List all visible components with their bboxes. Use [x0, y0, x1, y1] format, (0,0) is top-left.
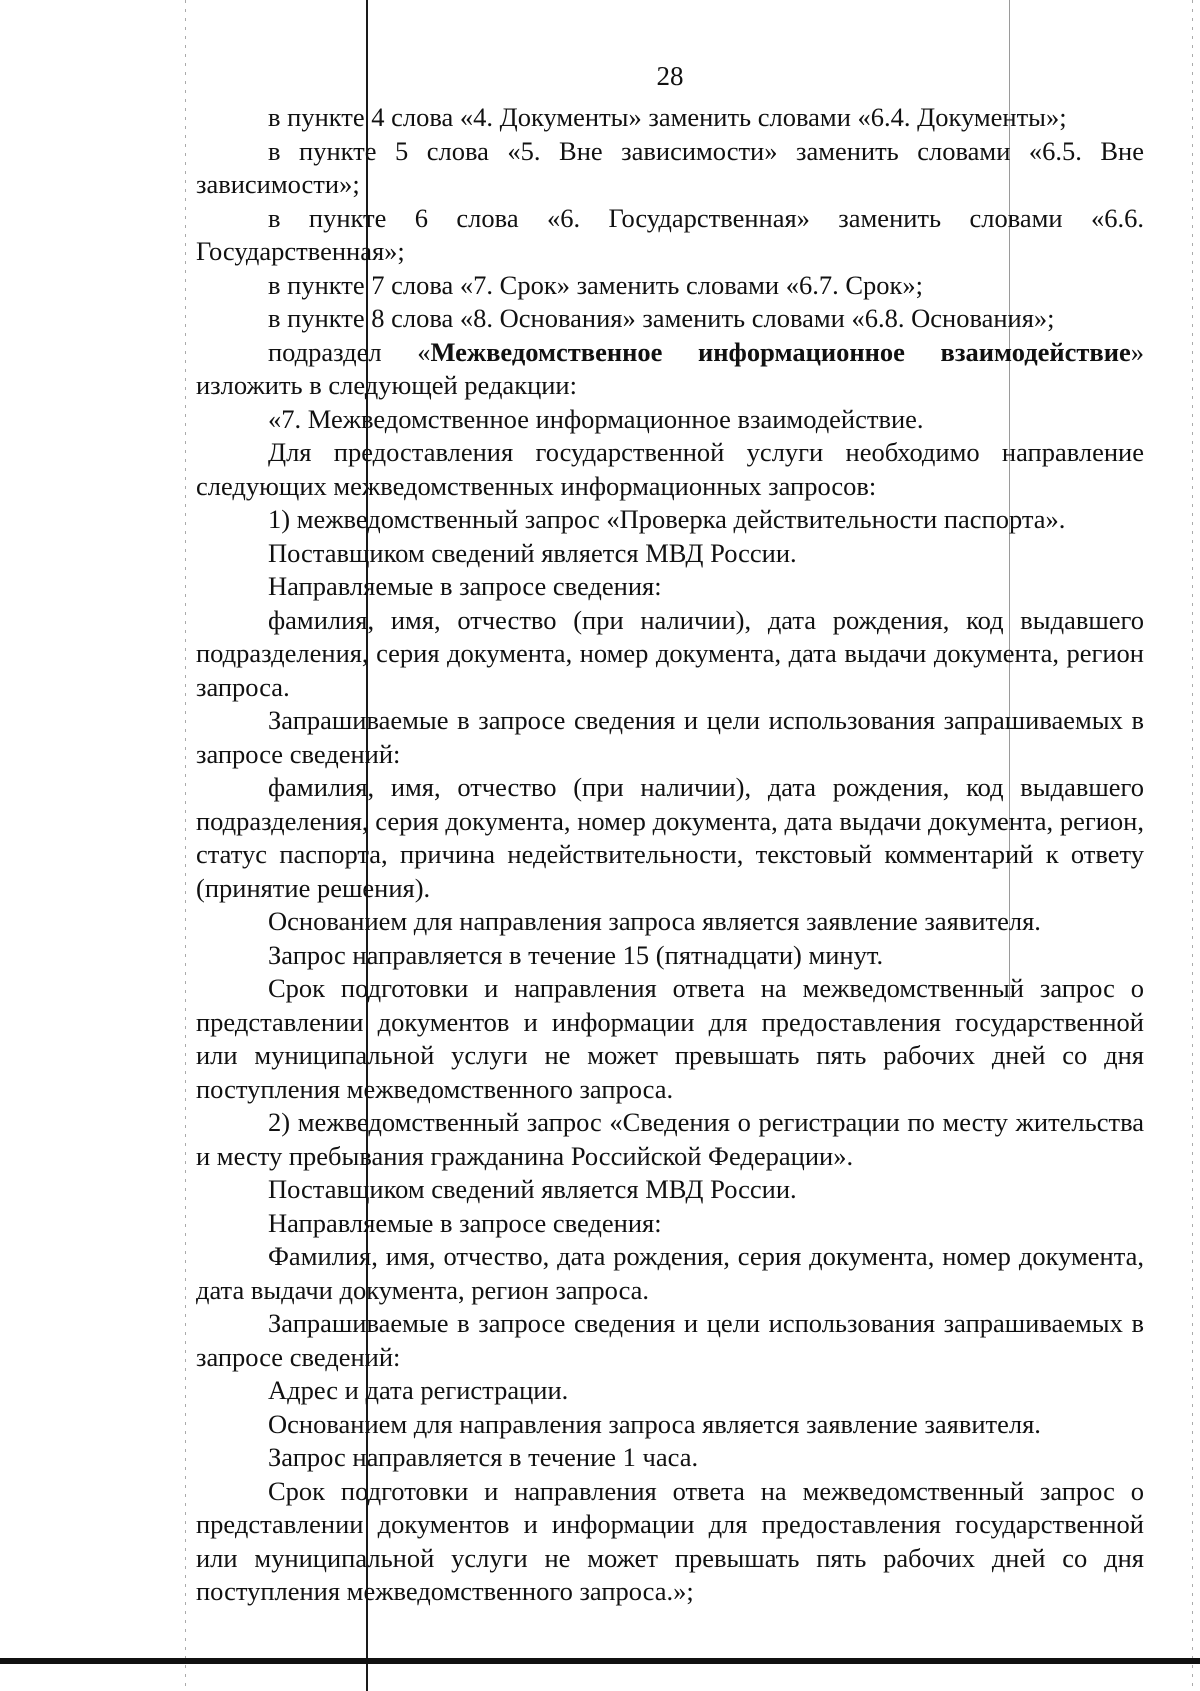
paragraph: «7. Межведомственное информационное взаимодействие.	[268, 403, 924, 434]
paragraph: фамилия, имя, отчество (при наличии), дата рождения, код выдавшего подразделения, серия документа, номер документа, дата выдачи документа, регион запроса.	[196, 604, 1144, 702]
scan-bottom-edge	[0, 1658, 1200, 1664]
paragraph: Фамилия, имя, отчество, дата рождения, серия документа, номер документа, дата выдачи документа, регион запроса.	[196, 1241, 1144, 1305]
paragraph: 2) межведомственный запрос «Сведения о регистрации по месту жительства и месту пребывания гражданина Российской Федерации».	[196, 1107, 1144, 1171]
document-body	[196, 101, 1144, 1609]
paragraph: Основанием для направления запроса является заявление заявителя.	[268, 1408, 1041, 1439]
paragraph: фамилия, имя, отчество (при наличии), дата рождения, код выдавшего подразделения, серия документа, номер документа, дата выдачи документа, регион, статус паспорта, причина недействительности, текстовый комментарий к ответу (принятие решения).	[196, 772, 1144, 903]
subsection-title: Межведомственное информационное взаимодействие	[430, 336, 1131, 367]
paragraph: Запрос направляется в течение 1 часа.	[268, 1442, 699, 1472]
paragraph: в пункте 7 слова «7. Срок» заменить словами «6.7. Срок»;	[268, 269, 924, 300]
paragraph: Запрашиваемые в запросе сведения и цели использования запрашиваемых в запросе сведений:	[196, 1308, 1144, 1372]
scan-edge-right	[1192, 0, 1193, 1691]
paragraph-text: » изложить в следующей редакции:	[196, 336, 1144, 400]
paragraph: Основанием для направления запроса является заявление заявителя.	[268, 906, 1041, 936]
paragraph	[196, 336, 1144, 403]
page-number: 28	[656, 61, 684, 91]
paragraph: Запрос направляется в течение 15 (пятнадцати) минут.	[268, 939, 884, 970]
paragraph: Направляемые в запросе сведения:	[268, 571, 662, 601]
paragraph: Адрес и дата регистрации.	[268, 1375, 569, 1405]
paragraph: в пункте 8 слова «8. Основания» заменить словами «6.8. Основания»;	[268, 303, 1055, 333]
paragraph: Поставщиком сведений является МВД России.	[268, 537, 797, 568]
paragraph: в пункте 5 слова «5. Вне зависимости» заменить словами «6.5. Вне зависимости»;	[196, 135, 1144, 199]
paragraph-text: подраздел «	[268, 336, 431, 367]
paragraph: Для предоставления государственной услуги необходимо направление следующих межведомственных информационных запросов:	[196, 437, 1144, 501]
paragraph: Направляемые в запросе сведения:	[268, 1207, 662, 1238]
scan-edge-left	[185, 0, 186, 1691]
paragraph: 1) межведомственный запрос «Проверка действительности паспорта».	[268, 504, 1066, 534]
paragraph: Поставщиком сведений является МВД России.	[268, 1174, 797, 1204]
paragraph: Срок подготовки и направления ответа на межведомственный запрос о представлении документов и информации для предоставления государственной или муниципальной услуги не может превышать пять рабочих дней со дня поступления межведомственного запроса.	[196, 973, 1144, 1104]
paragraph: Срок подготовки и направления ответа на межведомственный запрос о представлении документов и информации для предоставления государственной или муниципальной услуги не может превышать пять рабочих дней со дня поступления межведомственного запроса.»;	[196, 1475, 1144, 1606]
paragraph: в пункте 4 слова «4. Документы» заменить словами «6.4. Документы»;	[268, 102, 1067, 132]
paragraph: Запрашиваемые в запросе сведения и цели использования запрашиваемых в запросе сведений:	[196, 705, 1144, 769]
paragraph: в пункте 6 слова «6. Государственная» заменить словами «6.6. Государственная»;	[196, 202, 1144, 266]
